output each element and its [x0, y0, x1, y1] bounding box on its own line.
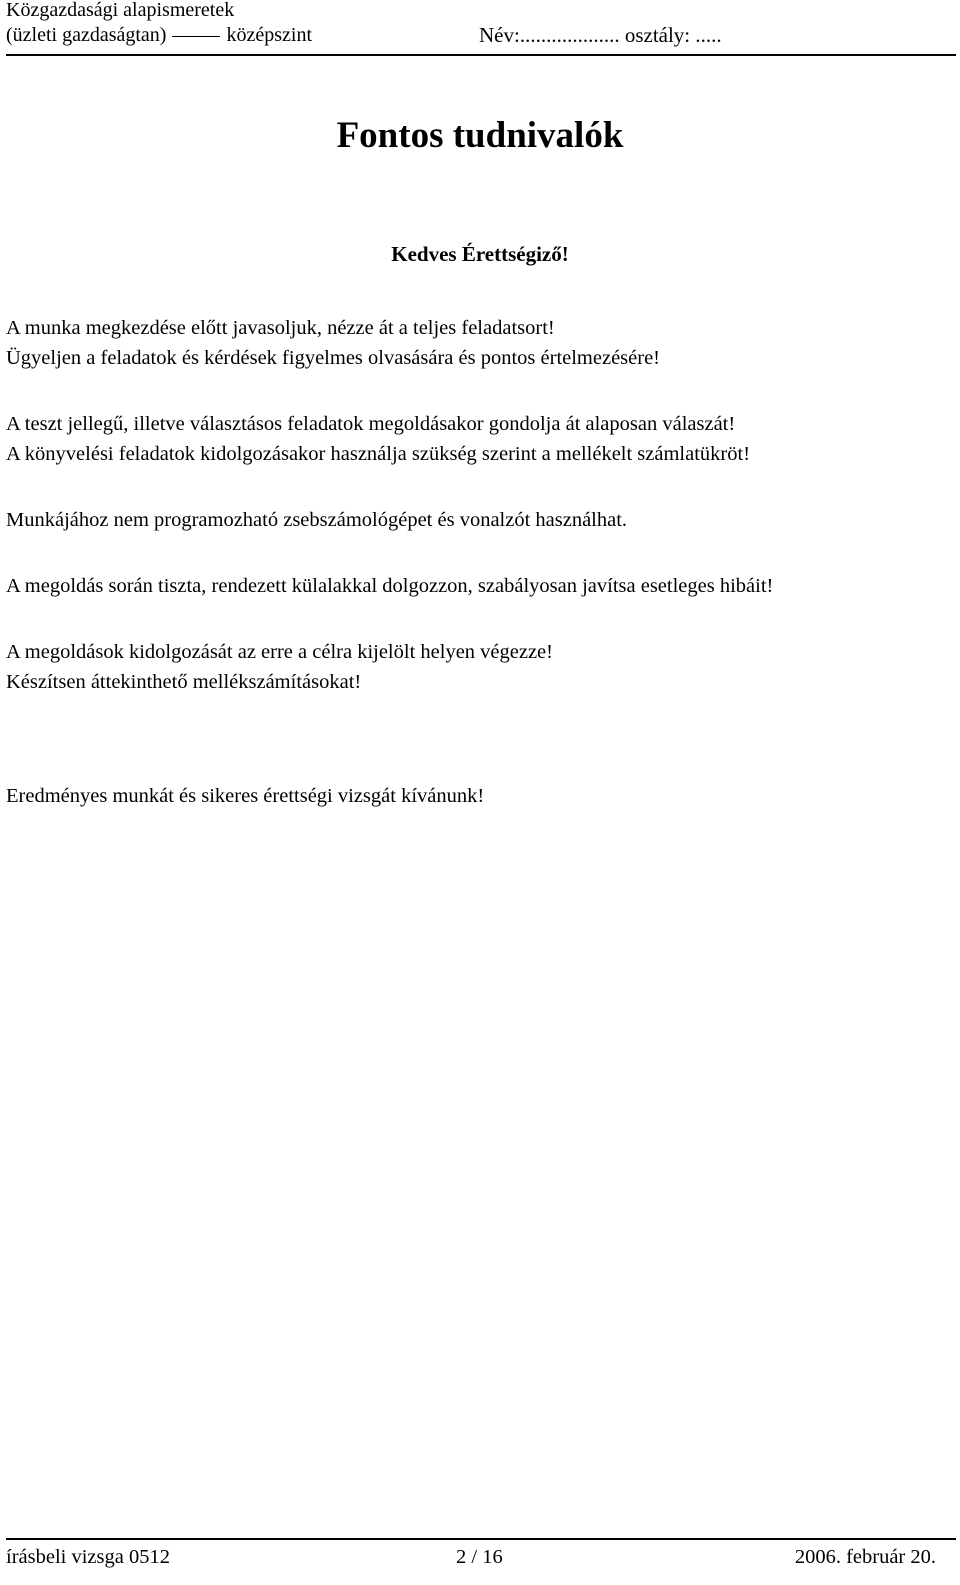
page-title: Fontos tudnivalók: [336, 115, 624, 156]
instruction-line: A teszt jellegű, illetve választásos feladatok megoldásakor gondolja át alaposan válaszát!: [6, 413, 736, 435]
footer-date: 2006. február 20.: [794, 1546, 936, 1568]
header-subject: Közgazdasági alapismeretek: [6, 0, 235, 21]
header-subtitle-right: középszint: [226, 24, 312, 46]
footer-exam-code: írásbeli vizsga 0512: [6, 1546, 170, 1568]
class-dots: .....: [695, 23, 722, 47]
header-level: [6, 23, 312, 48]
closing-line: Eredményes munkát és sikeres érettségi vizsgát kívánunk!: [6, 785, 485, 807]
header-name-field: [479, 23, 722, 48]
footer-page-number: 2 / 16: [456, 1546, 503, 1568]
header-subject-block: [6, 0, 312, 48]
em-dash: [172, 36, 220, 37]
instruction-line: A megoldás során tiszta, rendezett külalakkal dolgozzon, szabályosan javítsa esetleges hibáit!: [6, 575, 774, 597]
page-header: [6, 0, 956, 56]
name-dots: ...................: [519, 23, 620, 47]
instruction-line: A könyvelési feladatok kidolgozásakor használja szükség szerint a mellékelt számlatükröt!: [6, 443, 751, 465]
instruction-line: A megoldások kidolgozását az erre a célra kijelölt helyen végezze!: [6, 641, 553, 663]
instruction-line: Készítsen áttekinthető mellékszámításokat!: [6, 671, 362, 693]
header-subtitle-left: (üzleti gazdaságtan): [6, 24, 167, 46]
page-footer: [6, 1538, 956, 1580]
class-label: osztály:: [624, 23, 691, 47]
instruction-line: Munkájához nem programozható zsebszámológépet és vonalzót használhat.: [6, 509, 628, 531]
name-label: Név:: [479, 23, 520, 47]
greeting: Kedves Érettségiző!: [391, 242, 569, 266]
instruction-line: A munka megkezdése előtt javasoljuk, nézze át a teljes feladatsort!: [6, 317, 555, 339]
instruction-line: Ügyeljen a feladatok és kérdések figyelmes olvasására és pontos értelmezésére!: [6, 347, 661, 369]
